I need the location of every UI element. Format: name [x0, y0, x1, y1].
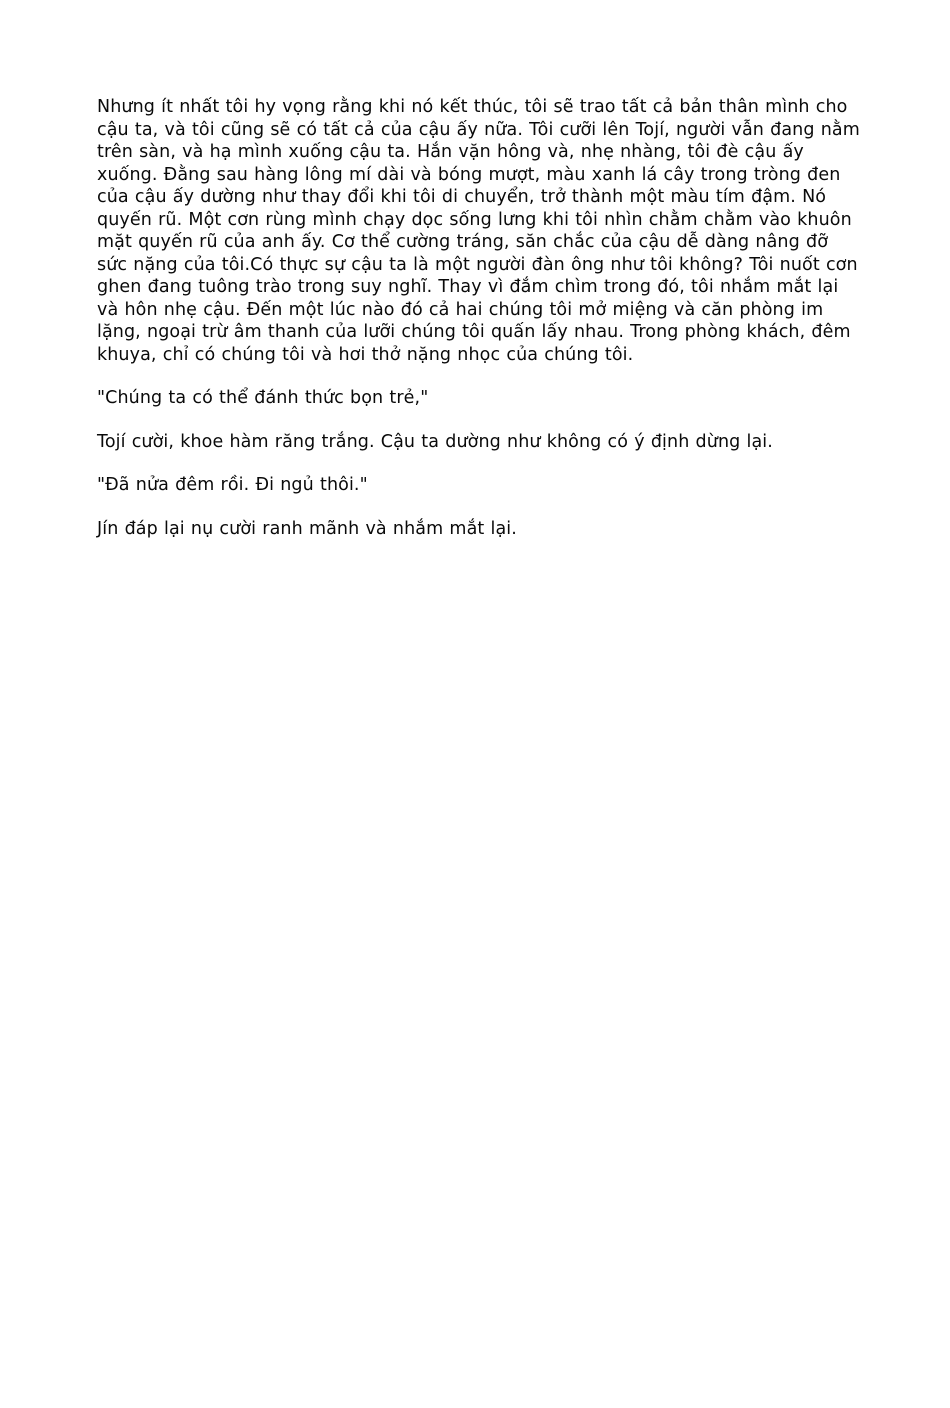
narration-line-1: Tojí cười, khoe hàm răng trắng. Cậu ta dường như không có ý định dừng lại. — [97, 431, 773, 452]
dialogue-line-1: "Chúng ta có thể đánh thức bọn trẻ," — [97, 388, 429, 408]
body-paragraph: Nhưng ít nhất tôi hy vọng rằng khi nó kết thúc, tôi sẽ trao tất cả bản thân mình cho cậu ta, và tôi cũng sẽ có tất cả của cậu ấy nữa. Tôi cưỡi lên Tojí, người vẫn đang nằm trên sàn, và hạ mình xuống cậu ta. Hắn vặn hông và, nhẹ nhàng, tôi đè cậu ấy xuống. Đằng sau hàng lông mí dài và bóng mượt, màu xanh lá cây trong tròng đen của cậu ấy dường như thay đổi khi tôi di chuyển, trở thành một màu tím đậm. Nó quyến rũ. Một cơn rùng mình chạy dọc sống lưng khi tôi nhìn chằm chằm vào khuôn mặt quyến rũ của anh ấy. Cơ thể cường tráng, săn chắc của cậu dễ dàng nâng đỡ sức nặng của tôi.Có thực sự cậu ta là một người đàn ông như tôi không? Tôi nuốt cơn ghen đang tuông trào trong suy nghĩ. Thay vì đắm chìm trong đó, tôi nhắm mắt lại và hôn nhẹ cậu. Đến một lúc nào đó cả hai chúng tôi mở miệng và căn phòng im lặng, ngoại trừ âm thanh của lưỡi chúng tôi quấn lấy nhau. Trong phòng khách, đêm khuya, chỉ có chúng tôi và hơi thở nặng nhọc của chúng tôi. — [97, 97, 860, 365]
dialogue-line-2: "Đã nửa đêm rồi. Đi ngủ thôi." — [97, 475, 368, 495]
narration-line-2: Jín đáp lại nụ cười ranh mãnh và nhắm mắt lại. — [97, 518, 517, 539]
